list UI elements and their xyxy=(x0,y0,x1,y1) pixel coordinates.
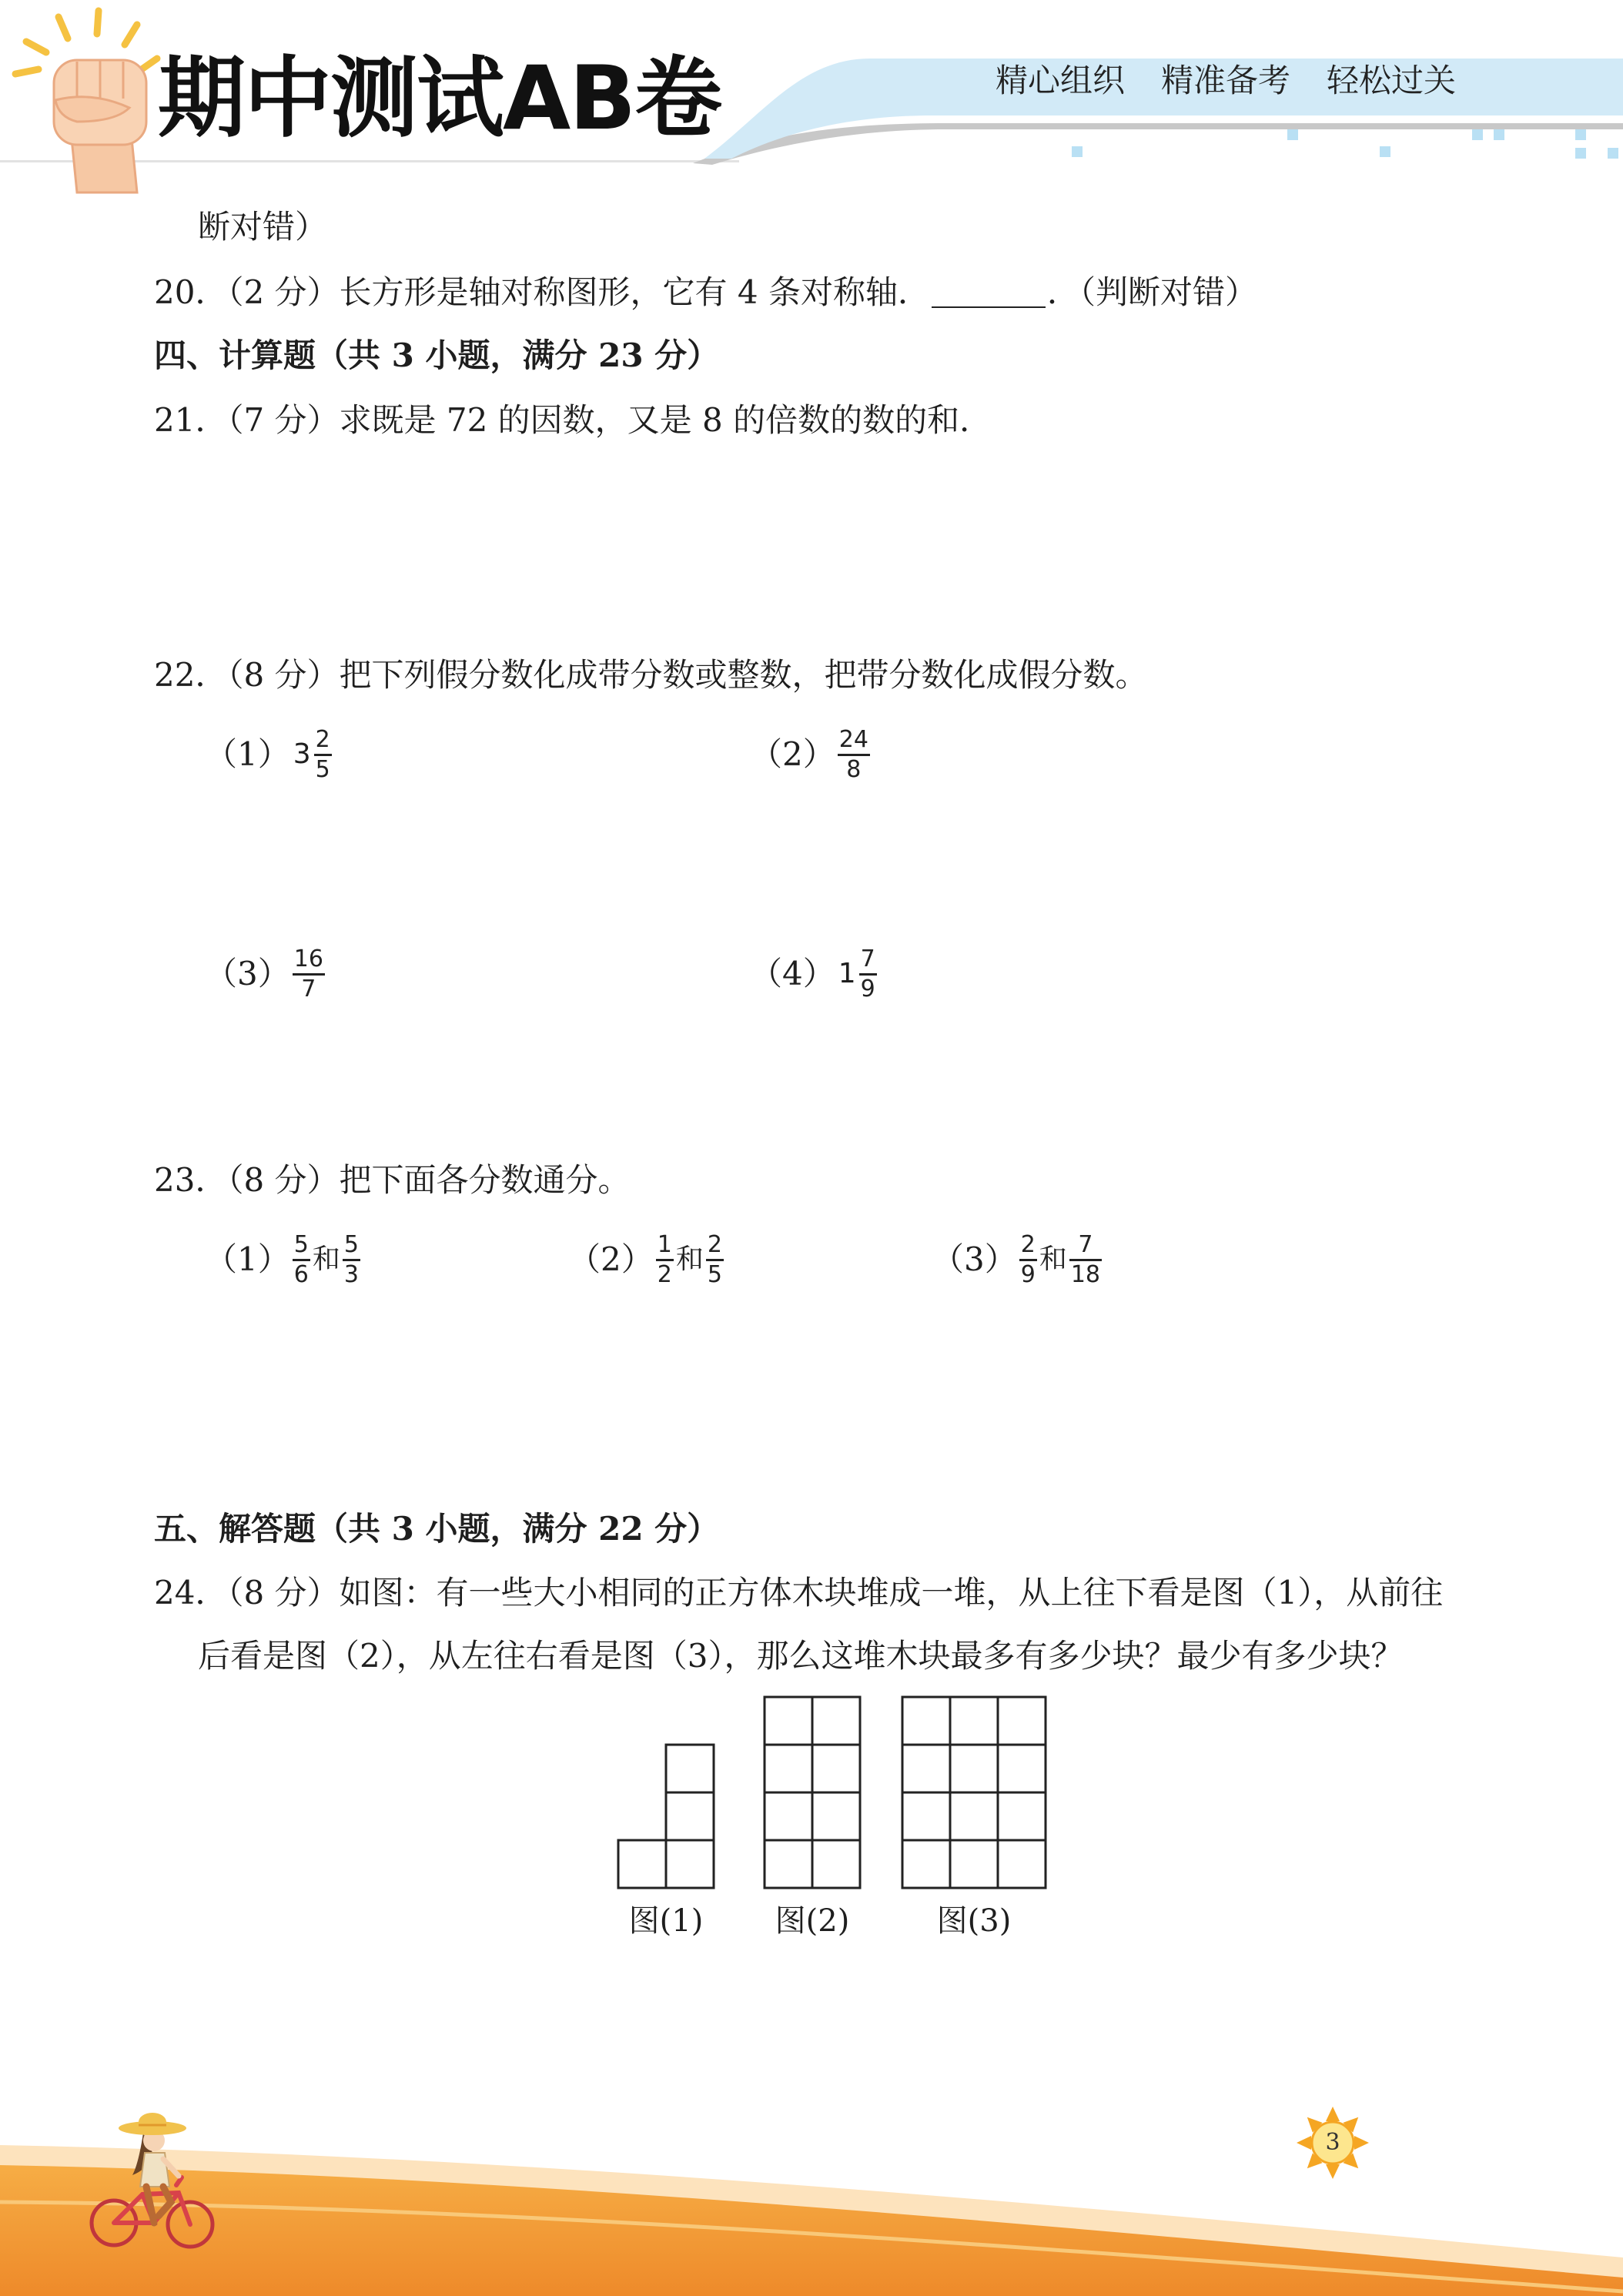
block-square xyxy=(998,1840,1046,1888)
denominator: 5 xyxy=(707,1260,722,1288)
block-square xyxy=(812,1840,860,1888)
figure-3-side-view xyxy=(902,1697,1046,1888)
item-label: （3） xyxy=(205,955,290,992)
block-square xyxy=(998,1697,1046,1745)
banner-grey-swoosh xyxy=(693,123,1623,165)
fraction xyxy=(293,1230,310,1288)
numerator: 5 xyxy=(343,1230,359,1258)
block-square xyxy=(902,1745,950,1792)
numerator: 5 xyxy=(293,1230,309,1258)
joiner-text: 和 xyxy=(675,1243,704,1275)
numerator: 1 xyxy=(657,1230,672,1258)
block-square xyxy=(812,1745,860,1792)
denominator: 3 xyxy=(343,1260,359,1288)
joiner-text: 和 xyxy=(312,1243,340,1275)
block-square xyxy=(765,1745,812,1792)
figure-label: 图(3) xyxy=(936,1903,1012,1939)
answer-blank xyxy=(932,280,1046,308)
block-square xyxy=(666,1745,714,1792)
block-square xyxy=(765,1697,812,1745)
numerator: 7 xyxy=(860,945,875,972)
block-square xyxy=(765,1792,812,1840)
fraction xyxy=(859,945,877,1002)
figure-label: 图(2) xyxy=(775,1903,850,1939)
question-24: 24．（8 分）如图：有一些大小相同的正方体木块堆成一堆，从上往下看是图（1），从前往 xyxy=(154,1574,1444,1612)
item-label: （2） xyxy=(750,735,835,773)
item-label: （2） xyxy=(568,1240,654,1278)
q22-item-3 xyxy=(205,943,327,1005)
section-heading-4: 四、计算题（共 3 小题，满分 23 分） xyxy=(154,336,720,374)
fraction xyxy=(314,725,332,783)
figure-label: 图(1) xyxy=(628,1903,704,1939)
block-square xyxy=(666,1840,714,1888)
numerator: 24 xyxy=(838,725,868,753)
q22-item-2 xyxy=(750,724,872,785)
block-square xyxy=(950,1840,998,1888)
tagline xyxy=(996,62,1456,100)
fraction xyxy=(293,945,325,1002)
decor-squares xyxy=(1072,129,1618,159)
denominator: 2 xyxy=(657,1260,672,1288)
block-square xyxy=(666,1792,714,1840)
question-24-continued: 后看是图（2），从左往右看是图（3），那么这堆木块最多有多少块？最少有多少块？ xyxy=(198,1637,1404,1675)
block-square xyxy=(950,1697,998,1745)
whole-number: 3 xyxy=(293,738,311,770)
block-square xyxy=(902,1792,950,1840)
figure-2-front-view xyxy=(765,1697,860,1888)
denominator: 5 xyxy=(315,755,330,783)
denominator: 9 xyxy=(1020,1260,1036,1288)
block-square xyxy=(812,1697,860,1745)
tagline-item: 精准备考 xyxy=(1161,62,1291,99)
section-heading-5: 五、解答题（共 3 小题，满分 22 分） xyxy=(154,1510,720,1548)
fraction xyxy=(1019,1230,1037,1288)
page-number: 3 xyxy=(1325,2129,1340,2156)
hat-crown xyxy=(139,2113,166,2131)
decor-square xyxy=(1072,146,1083,157)
joiner-text: 和 xyxy=(1039,1243,1067,1275)
item-label: （3） xyxy=(932,1240,1017,1278)
numerator: 2 xyxy=(1020,1230,1036,1258)
q23-item-3 xyxy=(932,1229,1104,1290)
block-square xyxy=(998,1745,1046,1792)
decor-square xyxy=(1608,148,1618,159)
denominator: 8 xyxy=(846,755,862,783)
question-20-suffix: ．（判断对错） xyxy=(1046,273,1257,311)
decor-square xyxy=(1575,148,1586,159)
footer-art xyxy=(0,2079,1623,2296)
tagline-item: 轻松过关 xyxy=(1327,62,1457,99)
q22-item-1 xyxy=(205,724,334,785)
fraction xyxy=(656,1230,674,1288)
numerator: 2 xyxy=(707,1230,722,1258)
block-square xyxy=(812,1792,860,1840)
question-21: 21．（7 分）求既是 72 的因数，又是 8 的倍数的数的和． xyxy=(154,401,992,439)
question-20 xyxy=(154,273,1257,312)
item-label: （4） xyxy=(750,955,835,992)
decor-square xyxy=(1575,129,1586,140)
item-label: （1） xyxy=(205,1240,290,1278)
fraction xyxy=(838,725,870,783)
page-title: 期中测试AB卷 xyxy=(158,47,721,149)
fist-icon xyxy=(0,0,185,200)
block-square xyxy=(950,1792,998,1840)
question-22: 22．（8 分）把下列假分数化成带分数或整数，把带分数化成假分数。 xyxy=(154,656,1148,694)
denominator: 7 xyxy=(301,975,316,1002)
decor-square xyxy=(1287,129,1298,140)
question-23: 23．（8 分）把下面各分数通分。 xyxy=(154,1161,631,1199)
denominator: 6 xyxy=(293,1260,309,1288)
decor-square xyxy=(1380,146,1390,157)
denominator: 9 xyxy=(860,975,875,1002)
block-square xyxy=(765,1840,812,1888)
numerator: 2 xyxy=(315,725,330,753)
q23-item-1 xyxy=(205,1229,363,1290)
footer-orange-swoosh xyxy=(0,2165,1623,2296)
block-square xyxy=(618,1840,666,1888)
numerator: 16 xyxy=(293,945,323,972)
fraction xyxy=(706,1230,724,1288)
q22-item-4 xyxy=(750,943,879,1005)
item-label: （1） xyxy=(205,735,290,773)
denominator: 18 xyxy=(1070,1260,1101,1288)
tagline-item: 精心组织 xyxy=(996,62,1126,99)
block-square xyxy=(950,1745,998,1792)
numerator: 7 xyxy=(1078,1230,1093,1258)
figure-1-top-view xyxy=(618,1745,714,1888)
fraction xyxy=(343,1230,360,1288)
fraction xyxy=(1069,1230,1102,1288)
block-square xyxy=(998,1792,1046,1840)
block-square xyxy=(902,1697,950,1745)
q23-item-2 xyxy=(568,1229,726,1290)
block-square xyxy=(902,1840,950,1888)
decor-square xyxy=(1472,129,1483,140)
continued-text: 断对错） xyxy=(198,208,328,246)
decor-square xyxy=(1494,129,1504,140)
whole-number: 1 xyxy=(838,958,856,989)
question-20-text: 20．（2 分）长方形是轴对称图形，它有 4 条对称轴． xyxy=(154,273,930,311)
